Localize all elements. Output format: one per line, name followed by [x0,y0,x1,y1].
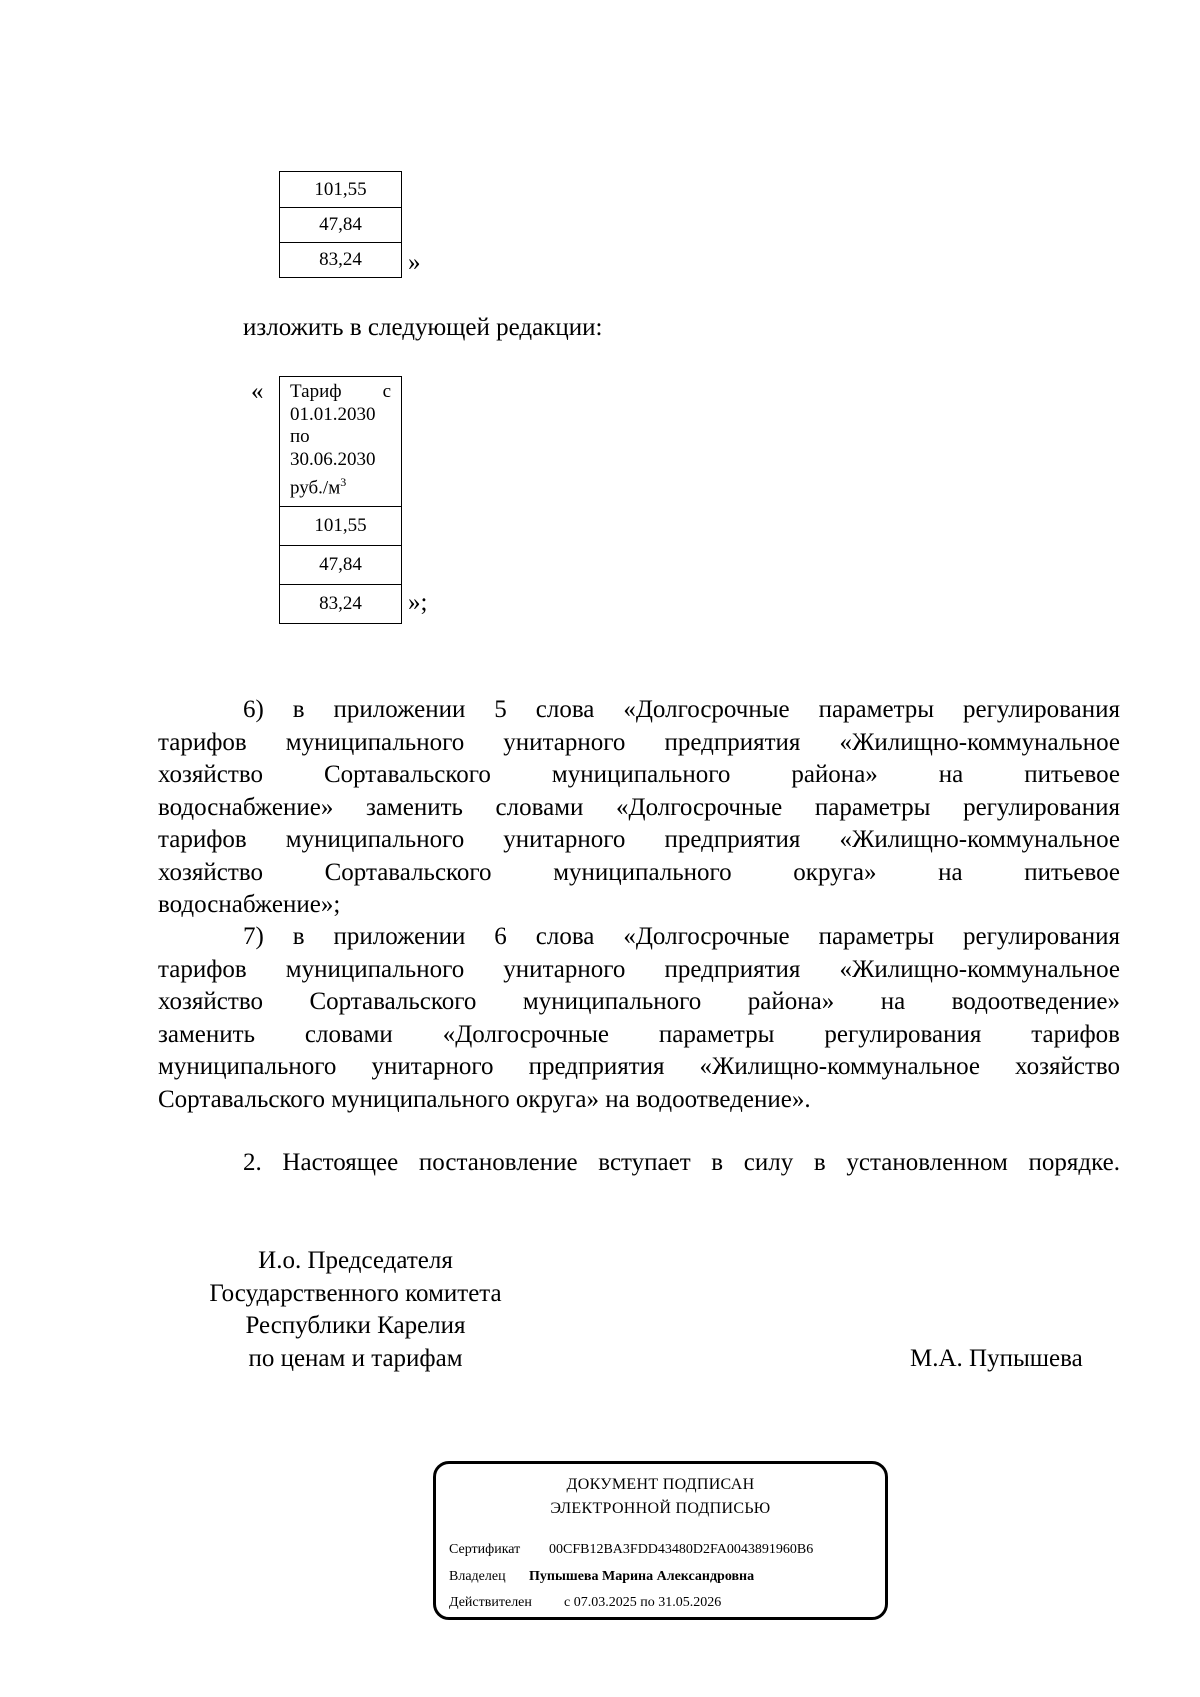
electronic-signature-stamp [433,1461,888,1620]
signatory-line: И.о. Председателя [258,1247,453,1274]
new-tariff-table [279,376,402,624]
clause-2: 2. Настоящее постановление вступает в силу в установленном порядке. [243,1149,1120,1176]
signatory-line: Республики Карелия [245,1312,466,1339]
table-cell: 47,84 [280,545,401,584]
opening-quote: « [251,378,264,405]
text-line: 7) в приложении 6 слова «Долгосрочные параметры регулирования [243,923,1120,950]
previous-tariff-table [279,171,402,278]
item-7-paragraph [158,921,1120,1116]
text-line: водоснабжение» заменить словами «Долгосрочные параметры регулирования [158,793,1120,821]
valid-label: Действителен [449,1595,532,1610]
header-start-date: 01.01.2030 [290,403,376,425]
stamp-title-line: ЭЛЕКТРОННОЙ ПОДПИСЬЮ [550,1500,771,1517]
header-prep-to: по [290,426,310,447]
text-line: заменить словами «Долгосрочные параметры регулирования тарифов [158,1020,1120,1048]
table-cell: 101,55 [280,506,401,545]
owner-value: Пупышева Марина Александровна [529,1569,755,1584]
signatory-line: по ценам и тарифам [248,1344,463,1372]
valid-value: с 07.03.2025 по 31.05.2026 [564,1595,722,1610]
transition-text: изложить в следующей редакции: [243,314,603,341]
table-header [280,377,401,506]
certificate-label: Сертификат [449,1542,521,1557]
header-word: Тариф [290,381,342,402]
text-line: тарифов муниципального унитарного предприятия «Жилищно-коммунальное [158,728,1120,756]
stamp-certificate-row [449,1542,813,1558]
signatory-name: М.А. Пупышева [910,1345,1083,1372]
table-cell: 83,24 [280,584,401,623]
text-line: Сортавальского муниципального округа» на водоотведение». [158,1085,811,1113]
header-unit: руб./м [290,477,341,499]
table-cell: 83,24 [280,242,401,277]
text-line: муниципального унитарного предприятия «Жилищно-коммунальное хозяйство [158,1053,1120,1080]
text-line: хозяйство Сортавальского муниципального района» на питьевое [158,761,1120,788]
stamp-validity-row [449,1595,721,1611]
owner-label: Владелец [449,1569,506,1584]
closing-quote: » [408,249,421,276]
signatory-line: Государственного комитета [209,1279,502,1307]
text-line: хозяйство Сортавальского муниципального округа» на питьевое [158,858,1120,886]
text-line: хозяйство Сортавальского муниципального района» на водоотведение» [158,988,1120,1015]
header-prep: с [382,381,391,402]
text-line: тарифов муниципального унитарного предприятия «Жилищно-коммунальное [158,955,1120,983]
stamp-title-line: ДОКУМЕНТ ПОДПИСАН [566,1476,755,1493]
table-cell: 101,55 [314,178,367,200]
header-unit-sup: 3 [340,475,347,489]
signatory-title [183,1245,528,1375]
text-line: тарифов муниципального унитарного предприятия «Жилищно-коммунальное [158,826,1120,853]
text-line: 6) в приложении 5 слова «Долгосрочные параметры регулирования [243,696,1120,723]
text-line: водоснабжение»; [158,891,341,918]
table-cell: 47,84 [280,207,401,242]
header-end-date: 30.06.2030 [290,448,376,470]
closing-quote-semicolon: »; [408,589,428,616]
certificate-value: 00CFB12BA3FDD43480D2FA0043891960B6 [549,1542,814,1557]
item-6-paragraph [158,694,1120,922]
stamp-owner-row [449,1569,754,1585]
